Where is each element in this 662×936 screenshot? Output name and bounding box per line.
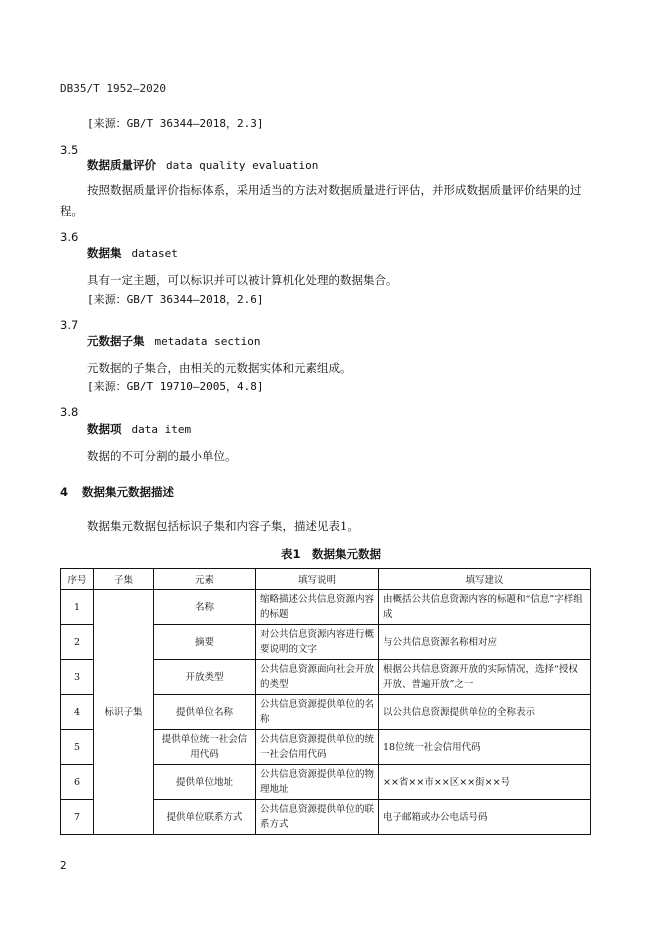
source-citation: [来源：GB/T 19710—2005，4.8] [87, 380, 264, 393]
suggestion-cell: ××省××市××区××街××号 [379, 765, 591, 800]
header-cell: 填写说明 [256, 569, 379, 590]
term-number: 3.5 [60, 143, 79, 157]
description-cell: 公共信息资源面向社会开放的类型 [256, 660, 379, 695]
term-english: dataset [131, 247, 178, 260]
term-chinese: 元数据子集 [87, 334, 145, 348]
header-cell: 元素 [154, 569, 256, 590]
element-cell: 提供单位名称 [154, 695, 256, 730]
term-number: 3.7 [60, 318, 79, 332]
term-definition: 数据的不可分割的最小单位。 [87, 449, 237, 463]
term-definition: 具有一定主题，可以标识并可以被计算机化处理的数据集合。 [87, 273, 398, 287]
term-heading [87, 421, 191, 437]
element-cell: 提供单位统一社会信用代码 [154, 730, 256, 765]
term-number: 3.8 [60, 405, 79, 419]
metadata-table [60, 568, 591, 835]
table-header-row [61, 569, 591, 590]
element-cell: 提供单位地址 [154, 765, 256, 800]
header-cell: 序号 [61, 569, 94, 590]
subset-cell: 标识子集 [94, 590, 154, 835]
term-chinese: 数据项 [87, 422, 122, 436]
term-chinese: 数据质量评价 [87, 158, 156, 172]
description-cell: 公共信息资源提供单位的统一社会信用代码 [256, 730, 379, 765]
description-cell: 缩略描述公共信息资源内容的标题 [256, 590, 379, 625]
description-cell: 公共信息资源提供单位的名称 [256, 695, 379, 730]
row-number: 2 [61, 625, 94, 660]
row-number: 4 [61, 695, 94, 730]
suggestion-cell: 以公共信息资源提供单位的全称表示 [379, 695, 591, 730]
suggestion-cell: 根据公共信息资源开放的实际情况，选择“授权开放、普遍开放”之一 [379, 660, 591, 695]
term-definition: 按照数据质量评价指标体系，采用适当的方法对数据质量进行评估，并形成数据质量评价结果的过程。 [60, 183, 582, 218]
row-number: 1 [61, 590, 94, 625]
chapter-heading [60, 484, 174, 500]
description-cell: 公共信息资源提供单位的联系方式 [256, 800, 379, 835]
chapter-number: 4 [60, 485, 69, 499]
term-heading [87, 333, 260, 349]
table-caption: 表1 数据集元数据 [280, 547, 381, 561]
term-number: 3.6 [60, 230, 79, 244]
source-citation: [来源：GB/T 36344—2018，2.6] [87, 293, 264, 306]
term-definition: 元数据的子集合，由相关的元数据实体和元素组成。 [87, 361, 352, 375]
row-number: 7 [61, 800, 94, 835]
element-cell: 开放类型 [154, 660, 256, 695]
row-number: 6 [61, 765, 94, 800]
term-english: data item [131, 423, 192, 436]
suggestion-cell: 电子邮箱或办公电话号码 [379, 800, 591, 835]
term-heading [87, 157, 318, 173]
page-number: 2 [60, 860, 67, 872]
description-cell: 对公共信息资源内容进行概要说明的文字 [256, 625, 379, 660]
term-chinese: 数据集 [87, 246, 122, 260]
element-cell: 摘要 [154, 625, 256, 660]
table-row [61, 590, 591, 625]
element-cell: 名称 [154, 590, 256, 625]
header-cell: 子集 [94, 569, 154, 590]
suggestion-cell: 与公共信息资源名称相对应 [379, 625, 591, 660]
document-number-header: DB35/T 1952—2020 [60, 82, 166, 95]
suggestion-cell: 18位统一社会信用代码 [379, 730, 591, 765]
header-cell: 填写建议 [379, 569, 591, 590]
source-citation: [来源：GB/T 36344—2018，2.3] [87, 117, 264, 130]
row-number: 3 [61, 660, 94, 695]
chapter-title: 数据集元数据描述 [82, 485, 175, 499]
chapter-intro: 数据集元数据包括标识子集和内容子集，描述见表1。 [87, 519, 359, 533]
term-english: data quality evaluation [166, 159, 319, 172]
suggestion-cell: 由概括公共信息资源内容的标题和“信息”字样组成 [379, 590, 591, 625]
row-number: 5 [61, 730, 94, 765]
description-cell: 公共信息资源提供单位的物理地址 [256, 765, 379, 800]
term-heading [87, 245, 178, 261]
term-english: metadata section [154, 335, 261, 348]
element-cell: 提供单位联系方式 [154, 800, 256, 835]
